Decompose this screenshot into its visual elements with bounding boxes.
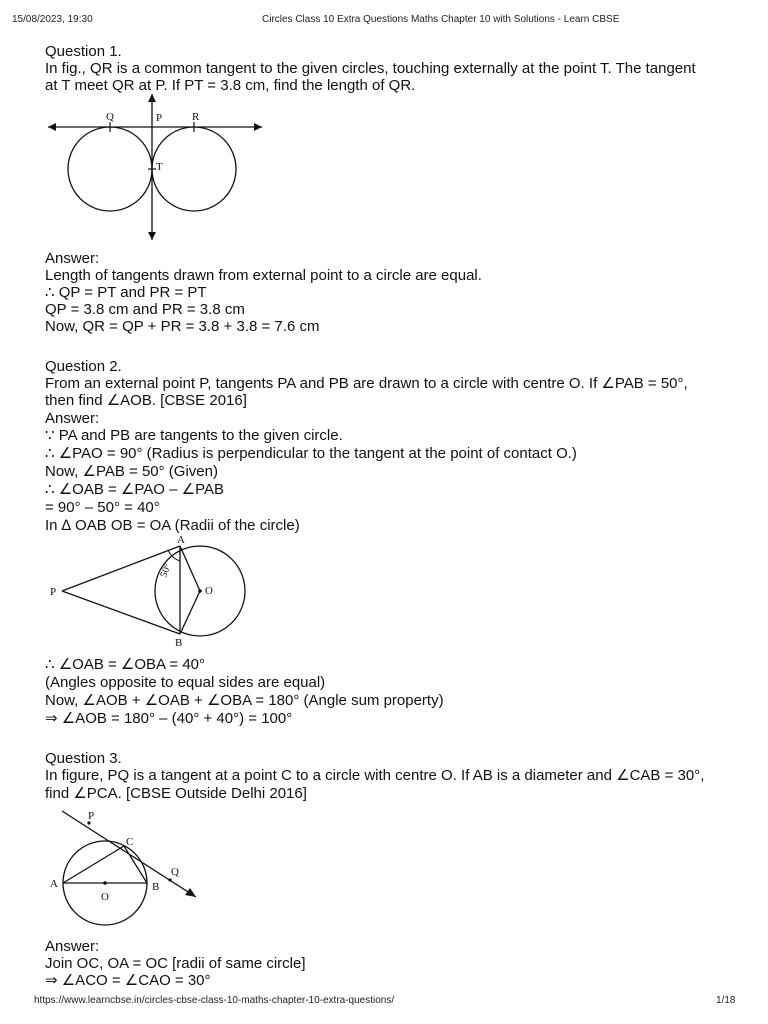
arrow-right-icon	[254, 123, 262, 131]
q3-answer-heading: Answer:	[45, 938, 100, 955]
label-c: C	[126, 836, 134, 848]
label-b: B	[175, 637, 183, 649]
label-b: B	[152, 881, 160, 893]
q1-answer-line-3: QP = 3.8 cm and PR = 3.8 cm	[45, 301, 245, 318]
q2-answer-line-3: Now, ∠PAB = 50° (Given)	[45, 463, 218, 480]
q3-heading: Question 3.	[45, 750, 122, 767]
radius-ob	[180, 591, 200, 634]
right-circle	[152, 127, 236, 211]
label-p: P	[156, 112, 163, 124]
label-o: O	[205, 585, 213, 597]
arrow-down-icon	[148, 232, 156, 240]
q3-text-line-1: In figure, PQ is a tangent at a point C to a circle with centre O. If AB is a diameter and ∠CAB = 30°,	[45, 767, 705, 784]
q2-answer-line-1: ∵ PA and PB are tangents to the given circle.	[45, 427, 343, 444]
q1-answer-line-1: Length of tangents drawn from external point to a circle are equal.	[45, 267, 482, 284]
print-url: https://www.learncbse.in/circles-cbse-class-10-maths-chapter-10-extra-questions/	[34, 995, 395, 1006]
chord-ac	[63, 846, 124, 883]
q2-after-line-3: Now, ∠AOB + ∠OAB + ∠OBA = 180° (Angle sum property)	[45, 692, 444, 709]
q2-answer-line-5: = 90° – 50° = 40°	[45, 499, 160, 516]
q1-answer-line-4: Now, QR = QP + PR = 3.8 + 3.8 = 7.6 cm	[45, 318, 320, 335]
q1-figure	[40, 90, 270, 245]
print-page-title: Circles Class 10 Extra Questions Maths Chapter 10 with Solutions - Learn CBSE	[262, 14, 620, 25]
q2-after-line-2: (Angles opposite to equal sides are equal)	[45, 674, 326, 691]
q1-answer-heading: Answer:	[45, 250, 100, 267]
arrow-q-icon	[185, 888, 196, 897]
arrow-left-icon	[48, 123, 56, 131]
q1-text-line-1: In fig., QR is a common tangent to the given circles, touching externally at the point T. The tangent	[45, 60, 696, 77]
q3-answer-line-2: ⇒ ∠ACO = ∠CAO = 30°	[45, 972, 211, 989]
label-angle-50: 50°	[158, 562, 174, 580]
q2-after-line-1: ∴ ∠OAB = ∠OBA = 40°	[45, 656, 206, 673]
q1-answer-line-2: ∴ QP = PT and PR = PT	[45, 284, 207, 301]
q3-text-line-2: find ∠PCA. [CBSE Outside Delhi 2016]	[45, 785, 307, 802]
label-o: O	[101, 891, 109, 903]
q2-text-line-2: then find ∠AOB. [CBSE 2016]	[45, 392, 247, 409]
q3-figure	[40, 805, 210, 915]
label-p: P	[88, 810, 95, 822]
print-datetime: 15/08/2023, 19:30	[12, 14, 93, 25]
q1-text-line-2: at T meet QR at P. If PT = 3.8 cm, find the length of QR.	[45, 77, 416, 94]
arrow-up-icon	[148, 94, 156, 102]
label-p: P	[50, 586, 57, 598]
chord-cb	[124, 846, 147, 883]
label-a: A	[50, 878, 58, 890]
q2-after-line-4: ⇒ ∠AOB = 180° – (40° + 40°) = 100°	[45, 710, 293, 727]
q2-answer-line-4: ∴ ∠OAB = ∠PAO – ∠PAB	[45, 481, 224, 498]
q3-answer-line-1: Join OC, OA = OC [radii of same circle]	[45, 955, 306, 972]
q2-answer-line-6: In ∆ OAB OB = OA (Radii of the circle)	[45, 517, 300, 534]
tangent-pb	[62, 591, 180, 634]
radius-oa	[180, 546, 200, 591]
q1-heading: Question 1.	[45, 43, 122, 60]
print-page-number: 1/18	[716, 995, 736, 1006]
label-a: A	[177, 534, 185, 546]
label-t: T	[156, 161, 163, 173]
label-r: R	[192, 111, 200, 123]
q2-text-line-1: From an external point P, tangents PA and PB are drawn to a circle with centre O. If ∠PAB = 50°,	[45, 375, 688, 392]
q2-answer-line-2: ∴ ∠PAO = 90° (Radius is perpendicular to the tangent at the point of contact O.)	[45, 445, 577, 462]
left-circle	[68, 127, 152, 211]
q2-figure	[40, 533, 260, 653]
q2-heading: Question 2.	[45, 358, 122, 375]
label-q: Q	[171, 866, 179, 878]
q2-answer-heading: Answer:	[45, 410, 100, 427]
label-q: Q	[106, 111, 114, 123]
